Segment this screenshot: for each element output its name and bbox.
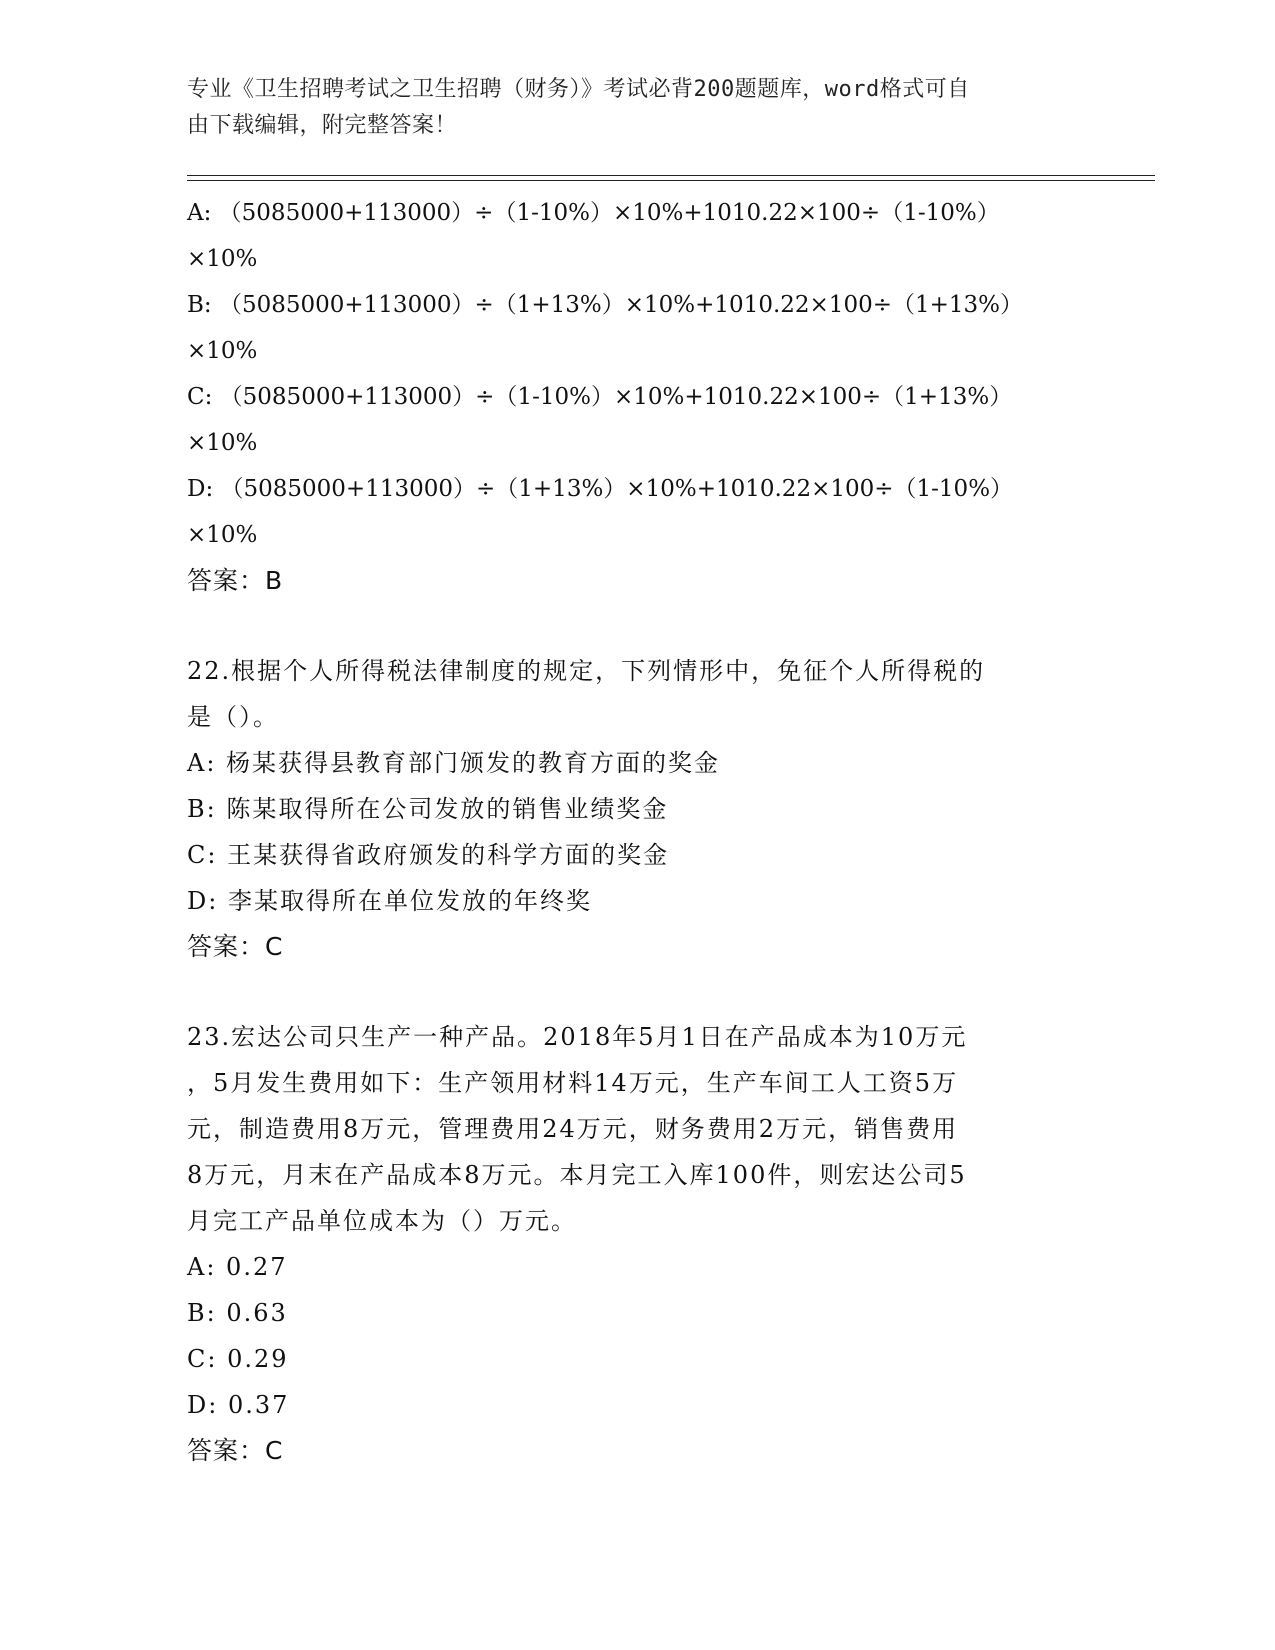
header-line-2: 由下载编辑，附完整答案！ xyxy=(187,113,458,138)
q22-option-a: A: 杨某获得县教育部门颁发的教育方面的奖金 xyxy=(187,749,721,777)
q21-option-c-line-1: C: （5085000+113000）÷（1-10%）×10%+1010.22×100÷（1+13%） xyxy=(187,384,1013,410)
header-rule-bottom xyxy=(187,180,1155,181)
q21-option-b-line-2: ×10% xyxy=(187,338,258,364)
q23-stem-line-2: ，5月发生费用如下：生产领用材料14万元，生产车间工人工资5万 xyxy=(187,1069,959,1097)
q23-answer: 答案：C xyxy=(187,1436,284,1465)
q23-option-d: D: 0.37 xyxy=(187,1391,290,1419)
q21-option-a-line-1: A: （5085000+113000）÷（1-10%）×10%+1010.22×100÷（1-10%） xyxy=(187,200,1000,226)
q21-option-b-line-1: B: （5085000+113000）÷（1+13%）×10%+1010.22×100÷（1+13%） xyxy=(187,292,1024,318)
header-line-1: 专业《卫生招聘考试之卫生招聘（财务）》考试必背200题题库，word格式可自 xyxy=(187,77,970,102)
q21-option-a-line-2: ×10% xyxy=(187,246,258,272)
q23-option-b: B: 0.63 xyxy=(187,1299,288,1327)
q21-option-d-line-2: ×10% xyxy=(187,522,258,548)
q23-stem-line-3: 元，制造费用8万元，管理费用24万元，财务费用2万元，销售费用 xyxy=(187,1115,959,1143)
q22-answer: 答案：C xyxy=(187,932,284,961)
q22-option-d: D: 李某取得所在单位发放的年终奖 xyxy=(187,887,592,915)
q23-stem-line-1: 23.宏达公司只生产一种产品。2018年5月1日在产品成本为10万元 xyxy=(187,1023,968,1051)
question-21 xyxy=(187,190,1067,604)
q22-option-b: B: 陈某取得所在公司发放的销售业绩奖金 xyxy=(187,795,669,823)
document-page xyxy=(187,0,1155,1650)
question-23 xyxy=(187,1014,1067,1474)
q23-stem-line-5: 月完工产品单位成本为（）万元。 xyxy=(187,1207,577,1235)
q23-option-a: A: 0.27 xyxy=(187,1253,288,1281)
spacer xyxy=(187,970,1067,1014)
q23-stem-line-4: 8万元，月末在产品成本8万元。本月完工入库100件，则宏达公司5 xyxy=(187,1161,967,1189)
question-22 xyxy=(187,648,1067,970)
document-body xyxy=(187,190,1067,1474)
q22-stem-line-1: 22.根据个人所得税法律制度的规定，下列情形中，免征个人所得税的 xyxy=(187,657,986,685)
q21-option-c-line-2: ×10% xyxy=(187,430,258,456)
header-rule-top xyxy=(187,175,1155,176)
q23-option-c: C: 0.29 xyxy=(187,1345,289,1373)
q21-answer: 答案：B xyxy=(187,566,284,595)
q22-option-c: C: 王某获得省政府颁发的科学方面的奖金 xyxy=(187,841,670,869)
spacer xyxy=(187,604,1067,648)
q22-stem-line-2: 是（）。 xyxy=(187,703,279,731)
document-header xyxy=(187,72,1067,144)
q21-option-d-line-1: D: （5085000+113000）÷（1+13%）×10%+1010.22×100÷（1-10%） xyxy=(187,476,1014,502)
